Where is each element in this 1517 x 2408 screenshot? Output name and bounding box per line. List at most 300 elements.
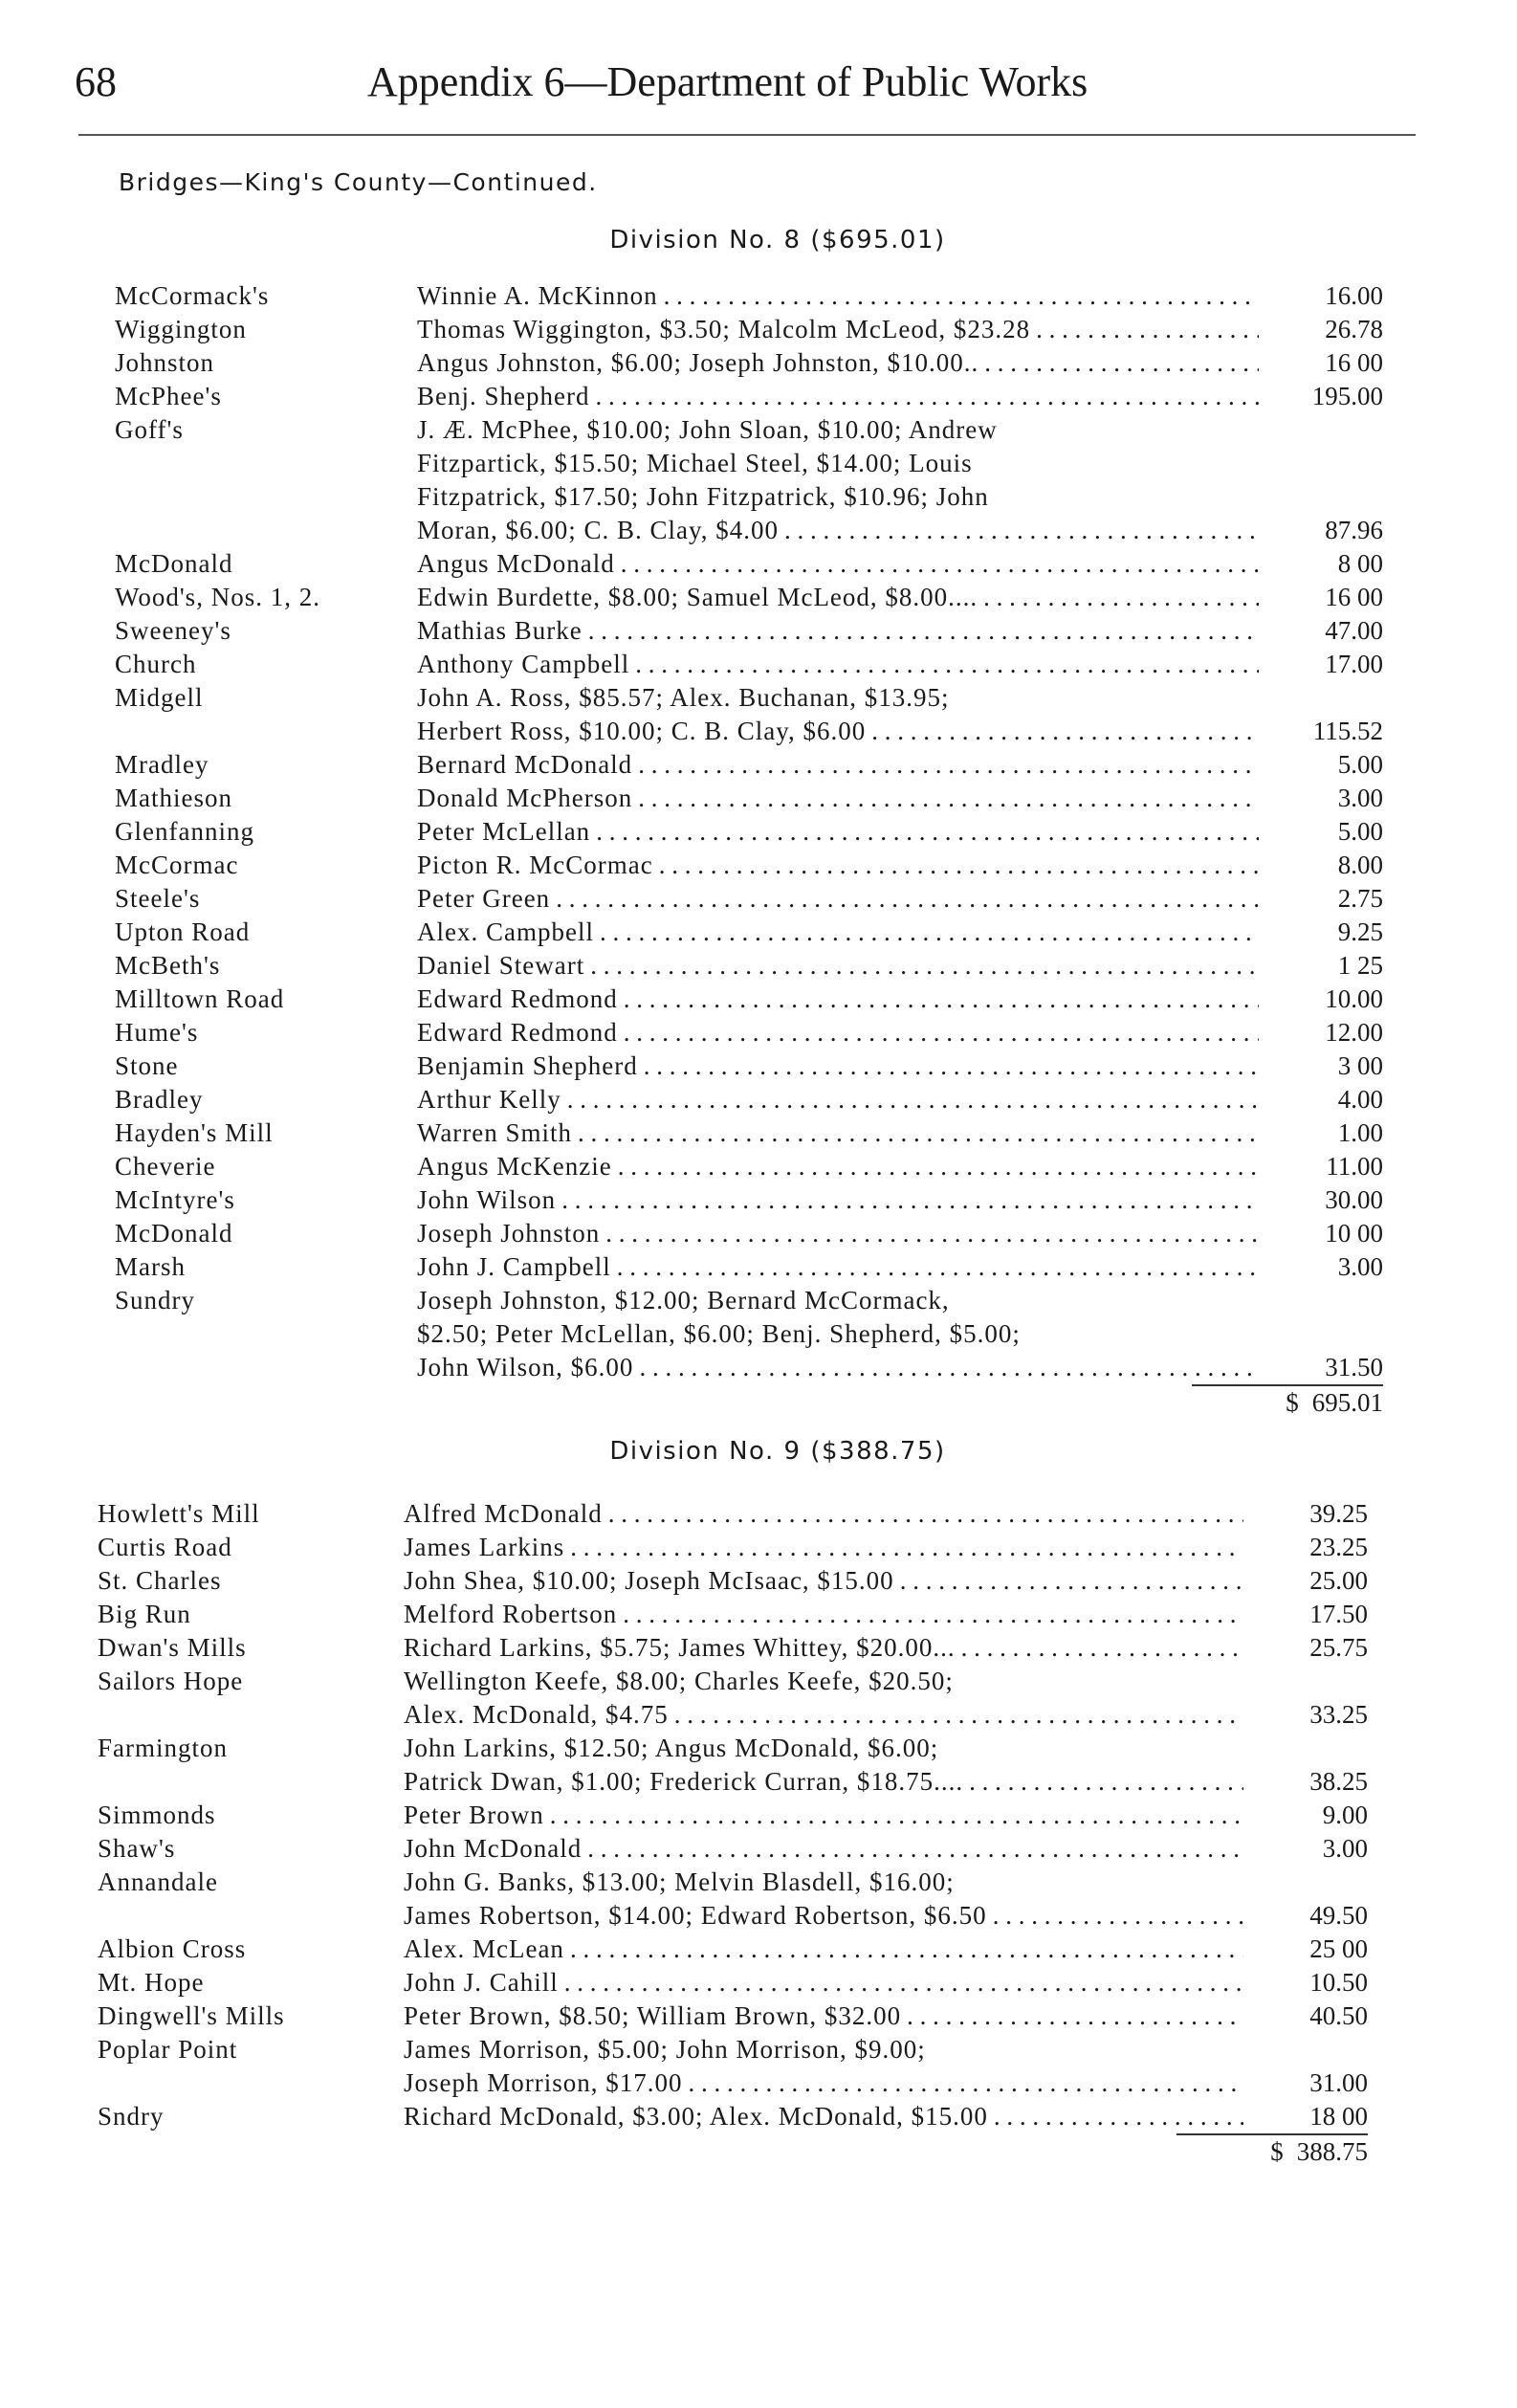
bridge-name: Wood's, Nos. 1, 2. bbox=[115, 583, 320, 611]
amount: 10.50 bbox=[1309, 1968, 1368, 1997]
table-row bbox=[0, 1665, 1517, 1732]
detail-line bbox=[404, 1665, 1243, 1698]
payee-detail bbox=[417, 313, 1259, 346]
dot-leader bbox=[572, 1116, 1259, 1150]
bridge-name: Curtis Road bbox=[98, 1533, 232, 1561]
amount: 9.25 bbox=[1337, 917, 1383, 946]
detail-line bbox=[404, 1832, 1243, 1866]
amount: 38.25 bbox=[1309, 1767, 1368, 1796]
detail-line bbox=[417, 1016, 1259, 1049]
payee-detail bbox=[417, 1217, 1259, 1250]
detail-line bbox=[417, 849, 1259, 882]
detail-text: Melford Robertson bbox=[404, 1600, 618, 1628]
table-row bbox=[0, 346, 1517, 380]
detail-text: Joseph Morrison, $17.00 bbox=[404, 2068, 683, 2097]
detail-line bbox=[404, 1564, 1243, 1598]
payee-detail bbox=[417, 614, 1259, 648]
detail-text: James Morrison, $5.00; John Morrison, $9.00; bbox=[404, 2035, 926, 2064]
payee-detail bbox=[404, 1497, 1243, 1531]
detail-text: John J. Campbell bbox=[417, 1252, 611, 1281]
bridge-name: Albion Cross bbox=[98, 1934, 247, 1963]
detail-text: Richard Larkins, $5.75; James Whittey, $20.00... bbox=[404, 1633, 956, 1662]
table-row bbox=[0, 1183, 1517, 1217]
payee-detail bbox=[417, 882, 1259, 916]
payee-detail bbox=[404, 2033, 1243, 2100]
table-row bbox=[0, 1531, 1517, 1564]
table-row bbox=[0, 1832, 1517, 1866]
table-row bbox=[0, 1631, 1517, 1665]
dot-leader bbox=[583, 614, 1259, 648]
payee-detail bbox=[417, 380, 1259, 413]
amount: 5.00 bbox=[1337, 817, 1383, 846]
bridge-name: Steele's bbox=[115, 884, 201, 913]
dot-leader bbox=[617, 1598, 1243, 1631]
bridge-name: Cheverie bbox=[115, 1152, 216, 1181]
table-row bbox=[0, 1284, 1517, 1384]
amount: 47.00 bbox=[1325, 616, 1383, 645]
detail-line bbox=[417, 413, 1259, 447]
bridge-name: Milltown Road bbox=[115, 984, 285, 1013]
division-block bbox=[0, 279, 1517, 1418]
detail-line bbox=[417, 1317, 1259, 1351]
detail-text: Alex. McLean bbox=[404, 1934, 564, 1963]
bridge-name: McIntyre's bbox=[115, 1185, 235, 1214]
amount: 8.00 bbox=[1337, 851, 1383, 879]
amount: 16.00 bbox=[1325, 281, 1383, 310]
detail-text: Herbert Ross, $10.00; C. B. Clay, $6.00 bbox=[417, 717, 867, 745]
detail-line bbox=[417, 480, 1259, 514]
table-row bbox=[0, 1016, 1517, 1049]
header-rule bbox=[78, 134, 1416, 136]
detail-line bbox=[417, 1284, 1259, 1317]
dot-leader bbox=[561, 1083, 1259, 1116]
bridge-name: Shaw's bbox=[98, 1834, 176, 1863]
division-total bbox=[0, 1384, 1517, 1418]
table-row bbox=[0, 547, 1517, 581]
payee-detail bbox=[417, 1284, 1259, 1384]
detail-line bbox=[417, 514, 1259, 547]
detail-text: Joseph Johnston bbox=[417, 1219, 601, 1248]
table-row bbox=[0, 413, 1517, 547]
amount: 17.00 bbox=[1325, 650, 1383, 678]
dot-leader bbox=[611, 1250, 1259, 1284]
detail-line bbox=[417, 1217, 1259, 1250]
table-row bbox=[0, 882, 1517, 916]
detail-text: J. Æ. McPhee, $10.00; John Sloan, $10.00; Andrew bbox=[417, 415, 998, 444]
table-row bbox=[0, 849, 1517, 882]
payee-detail bbox=[417, 1116, 1259, 1150]
dot-leader bbox=[978, 346, 1259, 380]
dot-leader bbox=[632, 782, 1259, 815]
detail-line bbox=[417, 815, 1259, 849]
detail-text: Winnie A. McKinnon bbox=[417, 281, 658, 310]
detail-text: Peter Green bbox=[417, 884, 551, 913]
table-row bbox=[0, 916, 1517, 949]
detail-line bbox=[404, 1799, 1243, 1832]
dot-leader bbox=[618, 1016, 1259, 1049]
detail-text: Fitzpartick, $15.50; Michael Steel, $14.00; Louis bbox=[417, 449, 973, 477]
payee-detail bbox=[404, 1631, 1243, 1665]
amount: 30.00 bbox=[1325, 1185, 1383, 1214]
amount: 3.00 bbox=[1337, 1252, 1383, 1281]
detail-line bbox=[417, 581, 1259, 614]
detail-line bbox=[417, 1351, 1259, 1384]
dot-leader bbox=[956, 1631, 1243, 1665]
payee-detail bbox=[417, 782, 1259, 815]
amount: 195.00 bbox=[1311, 382, 1383, 410]
detail-line bbox=[417, 447, 1259, 480]
table-row bbox=[0, 1217, 1517, 1250]
detail-line bbox=[417, 614, 1259, 648]
bridge-name: Annandale bbox=[98, 1867, 218, 1896]
page-title: Appendix 6—Department of Public Works bbox=[367, 58, 1088, 105]
dot-leader bbox=[603, 1497, 1243, 1531]
amount: 3.00 bbox=[1337, 784, 1383, 812]
table-row bbox=[0, 815, 1517, 849]
amount: 17.50 bbox=[1309, 1600, 1368, 1628]
bridge-name: Sundry bbox=[115, 1286, 196, 1314]
table-row bbox=[0, 1732, 1517, 1799]
table-row bbox=[0, 2100, 1517, 2133]
division-block bbox=[0, 1497, 1517, 2167]
table-row bbox=[0, 581, 1517, 614]
amount: 8 00 bbox=[1337, 549, 1383, 578]
detail-line bbox=[404, 1598, 1243, 1631]
detail-text: James Robertson, $14.00; Edward Robertson, $6.50 bbox=[404, 1901, 987, 1930]
table-row bbox=[0, 983, 1517, 1016]
bridge-name: McBeth's bbox=[115, 951, 221, 980]
detail-line bbox=[404, 1933, 1243, 1966]
detail-text: Anthony Campbell bbox=[417, 650, 630, 678]
bridge-name: Goff's bbox=[115, 415, 184, 444]
bridge-name: Bradley bbox=[115, 1085, 204, 1114]
bridge-name: McDonald bbox=[115, 1219, 233, 1248]
bridge-name: Marsh bbox=[115, 1252, 186, 1281]
amount: 2.75 bbox=[1337, 884, 1383, 913]
payee-detail bbox=[404, 1799, 1243, 1832]
payee-detail bbox=[417, 849, 1259, 882]
detail-text: John Shea, $10.00; Joseph McIsaac, $15.00 bbox=[404, 1566, 894, 1595]
payee-detail bbox=[417, 1083, 1259, 1116]
bridge-name: Johnston bbox=[115, 348, 215, 377]
dot-leader bbox=[618, 983, 1259, 1016]
detail-line bbox=[404, 1899, 1243, 1933]
detail-text: Richard McDonald, $3.00; Alex. McDonald, $15.00 bbox=[404, 2102, 988, 2131]
amount: 11.00 bbox=[1326, 1152, 1383, 1181]
bridge-name: Dingwell's Mills bbox=[98, 2001, 285, 2030]
detail-text: John J. Cahill bbox=[404, 1968, 559, 1997]
amount: 3.00 bbox=[1322, 1834, 1368, 1863]
bridge-name: Big Run bbox=[98, 1600, 191, 1628]
detail-text: Angus McKenzie bbox=[417, 1152, 612, 1181]
table-row bbox=[0, 1497, 1517, 1531]
detail-line bbox=[417, 1183, 1259, 1217]
amount: 33.25 bbox=[1309, 1700, 1368, 1729]
dot-leader bbox=[584, 949, 1259, 983]
payee-detail bbox=[404, 1933, 1243, 1966]
bridge-name: Mt. Hope bbox=[98, 1968, 205, 1997]
table-row bbox=[0, 949, 1517, 983]
detail-line bbox=[417, 1049, 1259, 1083]
detail-text: Benjamin Shepherd bbox=[417, 1051, 638, 1080]
amount: 10.00 bbox=[1325, 984, 1383, 1013]
detail-line bbox=[417, 983, 1259, 1016]
payee-detail bbox=[417, 983, 1259, 1016]
dot-leader bbox=[1030, 313, 1259, 346]
dot-leader bbox=[589, 380, 1259, 413]
detail-text: Edward Redmond bbox=[417, 1018, 618, 1047]
payee-detail bbox=[417, 581, 1259, 614]
payee-detail bbox=[417, 1016, 1259, 1049]
table-row bbox=[0, 1116, 1517, 1150]
dot-leader bbox=[564, 1933, 1243, 1966]
payee-detail bbox=[417, 648, 1259, 681]
table-row bbox=[0, 1933, 1517, 1966]
detail-line bbox=[417, 681, 1259, 715]
detail-line bbox=[417, 1250, 1259, 1284]
detail-line bbox=[404, 2066, 1243, 2100]
detail-line bbox=[417, 715, 1259, 748]
detail-line bbox=[417, 1116, 1259, 1150]
detail-text: Donald McPherson bbox=[417, 784, 633, 812]
bridge-name: Sailors Hope bbox=[98, 1667, 244, 1695]
dot-leader bbox=[633, 1351, 1259, 1384]
table-row bbox=[0, 1564, 1517, 1598]
detail-line bbox=[417, 1150, 1259, 1183]
payee-detail bbox=[417, 346, 1259, 380]
amount: 1.00 bbox=[1337, 1118, 1383, 1147]
section-title: Bridges—King's County—Continued. bbox=[119, 168, 598, 196]
table-row bbox=[0, 748, 1517, 782]
detail-text: Fitzpatrick, $17.50; John Fitzpatrick, $10.96; John bbox=[417, 482, 989, 511]
bridge-name: McCormac bbox=[115, 851, 239, 879]
detail-text: Moran, $6.00; C. B. Clay, $4.00 bbox=[417, 516, 779, 544]
dollar-sign: $ bbox=[1270, 2137, 1284, 2166]
payee-detail bbox=[404, 2100, 1243, 2133]
detail-line bbox=[404, 2100, 1243, 2133]
table-row bbox=[0, 1083, 1517, 1116]
amount: 9.00 bbox=[1322, 1800, 1368, 1829]
detail-text: Thomas Wiggington, $3.50; Malcolm McLeod, $23.28 bbox=[417, 315, 1031, 343]
detail-text: Angus McDonald bbox=[417, 549, 615, 578]
amount: 49.50 bbox=[1309, 1901, 1368, 1930]
table-row bbox=[0, 313, 1517, 346]
detail-line bbox=[404, 1866, 1243, 1899]
detail-text: Edwin Burdette, $8.00; Samuel McLeod, $8.00.... bbox=[417, 583, 978, 611]
payee-detail bbox=[417, 681, 1259, 748]
payee-detail bbox=[417, 1250, 1259, 1284]
payee-detail bbox=[404, 1564, 1243, 1598]
detail-text: Arthur Kelly bbox=[417, 1085, 561, 1114]
dot-leader bbox=[550, 882, 1259, 916]
amount: 4.00 bbox=[1337, 1085, 1383, 1114]
bridge-name: Sndry bbox=[98, 2102, 165, 2131]
payee-detail bbox=[417, 1183, 1259, 1217]
detail-line bbox=[404, 1531, 1243, 1564]
detail-text: John Larkins, $12.50; Angus McDonald, $6.00; bbox=[404, 1734, 939, 1762]
detail-line bbox=[417, 313, 1259, 346]
detail-line bbox=[404, 1765, 1243, 1799]
bridge-name: McPhee's bbox=[115, 382, 222, 410]
division-title: Division No. 8 ($695.01) bbox=[609, 226, 946, 254]
amount: 31.50 bbox=[1325, 1353, 1383, 1381]
detail-text: John Wilson, $6.00 bbox=[417, 1353, 634, 1381]
dot-leader bbox=[963, 1765, 1243, 1799]
amount: 25.00 bbox=[1309, 1566, 1368, 1595]
detail-text: Peter Brown, $8.50; William Brown, $32.00 bbox=[404, 2001, 902, 2030]
payee-detail bbox=[417, 748, 1259, 782]
dot-leader bbox=[582, 1832, 1243, 1866]
bridge-name: Wiggington bbox=[115, 315, 247, 343]
division-total bbox=[0, 2133, 1517, 2167]
detail-text: John G. Banks, $13.00; Melvin Blasdell, $16.00; bbox=[404, 1867, 955, 1896]
dot-leader bbox=[594, 916, 1259, 949]
detail-line bbox=[417, 1083, 1259, 1116]
dot-leader bbox=[615, 547, 1259, 581]
payee-detail bbox=[417, 949, 1259, 983]
total-value: 388.75 bbox=[1296, 2137, 1368, 2166]
detail-line bbox=[417, 547, 1259, 581]
detail-line bbox=[417, 782, 1259, 815]
table-row bbox=[0, 279, 1517, 313]
detail-line bbox=[417, 380, 1259, 413]
bridge-name: Church bbox=[115, 650, 197, 678]
dot-leader bbox=[556, 1183, 1259, 1217]
detail-line bbox=[417, 916, 1259, 949]
table-row bbox=[0, 648, 1517, 681]
dot-leader bbox=[564, 1531, 1243, 1564]
detail-text: Warren Smith bbox=[417, 1118, 573, 1147]
amount: 12.00 bbox=[1325, 1018, 1383, 1047]
payee-detail bbox=[404, 1966, 1243, 1999]
amount: 16 00 bbox=[1325, 348, 1383, 377]
payee-detail bbox=[404, 1531, 1243, 1564]
detail-line bbox=[404, 1732, 1243, 1765]
bridge-name: Sweeney's bbox=[115, 616, 231, 645]
bridge-name: Poplar Point bbox=[98, 2035, 238, 2064]
table-row bbox=[0, 1799, 1517, 1832]
dollar-sign: $ bbox=[1286, 1388, 1299, 1417]
detail-line bbox=[417, 648, 1259, 681]
detail-line bbox=[404, 1631, 1243, 1665]
detail-text: Joseph Johnston, $12.00; Bernard McCormack, bbox=[417, 1286, 950, 1314]
dot-leader bbox=[632, 748, 1259, 782]
bridge-name: Dwan's Mills bbox=[98, 1633, 247, 1662]
payee-detail bbox=[404, 1832, 1243, 1866]
payee-detail bbox=[417, 547, 1259, 581]
amount: 25.75 bbox=[1309, 1633, 1368, 1662]
table-row bbox=[0, 1250, 1517, 1284]
dot-leader bbox=[653, 849, 1259, 882]
dot-leader bbox=[629, 648, 1259, 681]
total-amount bbox=[1176, 2133, 1368, 2169]
dot-leader bbox=[866, 715, 1259, 748]
amount: 23.25 bbox=[1309, 1533, 1368, 1561]
detail-line bbox=[404, 1698, 1243, 1732]
dot-leader bbox=[988, 2100, 1243, 2133]
amount: 16 00 bbox=[1325, 583, 1383, 611]
detail-text: $2.50; Peter McLellan, $6.00; Benj. Shepherd, $5.00; bbox=[417, 1319, 1021, 1348]
bridge-name: St. Charles bbox=[98, 1566, 222, 1595]
amount: 26.78 bbox=[1325, 315, 1383, 343]
bridge-name: Midgell bbox=[115, 683, 204, 712]
detail-line bbox=[404, 1999, 1243, 2033]
detail-text: Alex. Campbell bbox=[417, 917, 594, 946]
dot-leader bbox=[559, 1966, 1243, 1999]
detail-text: Alfred McDonald bbox=[404, 1499, 603, 1528]
detail-line bbox=[417, 882, 1259, 916]
table-row bbox=[0, 1598, 1517, 1631]
detail-text: Mathias Burke bbox=[417, 616, 583, 645]
detail-text: Daniel Stewart bbox=[417, 951, 585, 980]
amount: 18 00 bbox=[1309, 2102, 1368, 2131]
amount: 40.50 bbox=[1309, 2001, 1368, 2030]
detail-text: John McDonald bbox=[404, 1834, 583, 1863]
detail-text: Benj. Shepherd bbox=[417, 382, 590, 410]
table-row bbox=[0, 1866, 1517, 1933]
amount: 3 00 bbox=[1337, 1051, 1383, 1080]
amount: 10 00 bbox=[1325, 1219, 1383, 1248]
detail-text: Bernard McDonald bbox=[417, 750, 633, 779]
amount: 5.00 bbox=[1337, 750, 1383, 779]
payee-detail bbox=[417, 279, 1259, 313]
detail-text: Angus Johnston, $6.00; Joseph Johnston, $10.00.. bbox=[417, 348, 979, 377]
amount: 1 25 bbox=[1337, 951, 1383, 980]
bridge-name: Howlett's Mill bbox=[98, 1499, 260, 1528]
detail-text: Edward Redmond bbox=[417, 984, 618, 1013]
amount: 115.52 bbox=[1312, 717, 1383, 745]
amount: 87.96 bbox=[1325, 516, 1383, 544]
table-row bbox=[0, 2033, 1517, 2100]
amount: 39.25 bbox=[1309, 1499, 1368, 1528]
payee-detail bbox=[417, 815, 1259, 849]
payee-detail bbox=[417, 1150, 1259, 1183]
table-row bbox=[0, 681, 1517, 748]
payee-detail bbox=[404, 1866, 1243, 1933]
dot-leader bbox=[612, 1150, 1259, 1183]
dot-leader bbox=[901, 1999, 1243, 2033]
detail-text: Peter Brown bbox=[404, 1800, 544, 1829]
amount: 31.00 bbox=[1309, 2068, 1368, 2097]
bridge-name: Stone bbox=[115, 1051, 179, 1080]
detail-line bbox=[404, 1497, 1243, 1531]
payee-detail bbox=[417, 916, 1259, 949]
detail-line bbox=[417, 949, 1259, 983]
division-title: Division No. 9 ($388.75) bbox=[609, 1437, 946, 1466]
detail-line bbox=[417, 748, 1259, 782]
dot-leader bbox=[683, 2066, 1244, 2100]
detail-text: Peter McLellan bbox=[417, 817, 591, 846]
total-value: 695.01 bbox=[1311, 1388, 1383, 1417]
detail-text: John A. Ross, $85.57; Alex. Buchanan, $13.95; bbox=[417, 683, 950, 712]
page-number: 68 bbox=[75, 58, 117, 105]
dot-leader bbox=[894, 1564, 1243, 1598]
detail-text: Picton R. McCormac bbox=[417, 851, 653, 879]
bridge-name: Simmonds bbox=[98, 1800, 216, 1829]
table-row bbox=[0, 1999, 1517, 2033]
detail-line bbox=[404, 2033, 1243, 2066]
bridge-name: Mathieson bbox=[115, 784, 232, 812]
bridge-name: Upton Road bbox=[115, 917, 251, 946]
detail-text: James Larkins bbox=[404, 1533, 565, 1561]
payee-detail bbox=[404, 1999, 1243, 2033]
table-row bbox=[0, 1966, 1517, 1999]
dot-leader bbox=[669, 1698, 1243, 1732]
payee-detail bbox=[417, 1049, 1259, 1083]
table-row bbox=[0, 782, 1517, 815]
dot-leader bbox=[544, 1799, 1243, 1832]
amount: 25 00 bbox=[1309, 1934, 1368, 1963]
